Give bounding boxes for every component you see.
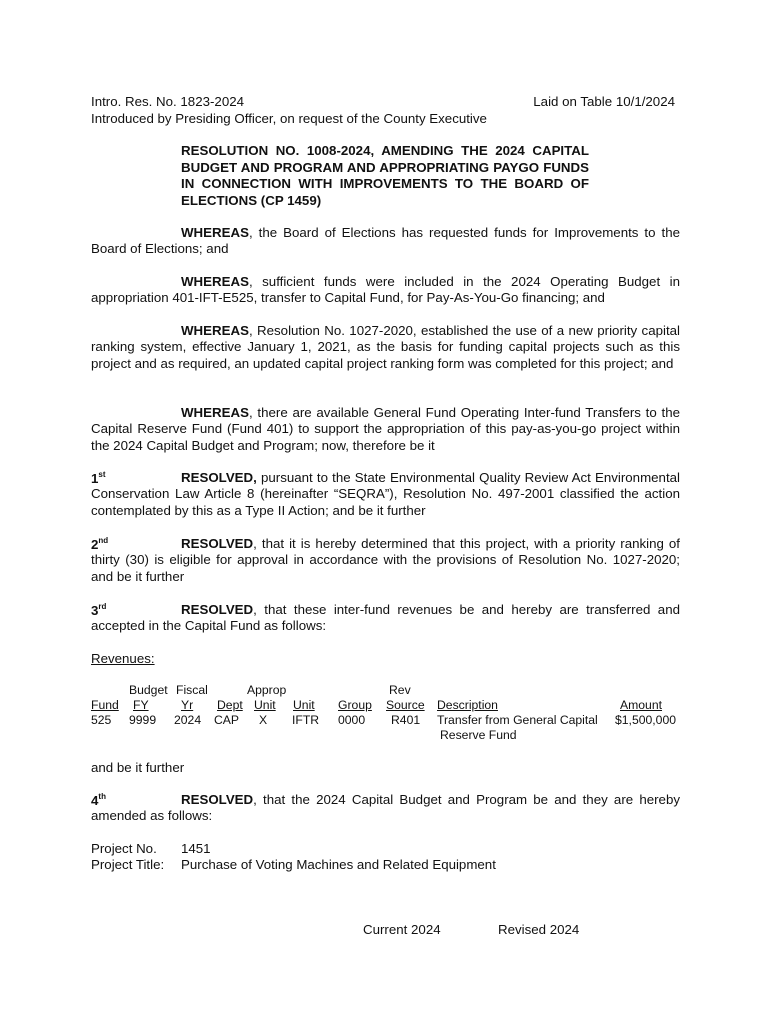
resolved-ordinal-1: 1st: [91, 470, 106, 486]
introduced-by: Introduced by Presiding Officer, on request of the County Executive: [91, 111, 487, 126]
resolved-paragraph-4: [91, 792, 680, 825]
header-source: Source: [386, 698, 425, 712]
resolved-lead: RESOLVED: [181, 536, 254, 551]
project-no-value: 1451: [181, 841, 211, 856]
cell-group: 0000: [338, 713, 366, 727]
cell-description-line-1: Transfer from General Capital: [437, 713, 598, 727]
header-amount: Amount: [620, 698, 663, 712]
resolved-text: , that these inter-fund revenues be and hereby are transferred and accepted in the Capital Fund as follows:: [91, 602, 680, 634]
whereas-lead: WHEREAS: [181, 405, 249, 420]
resolved-lead: RESOLVED,: [181, 470, 257, 485]
header-group: Group: [338, 698, 372, 712]
whereas-paragraph-3: [91, 323, 680, 372]
cell-unit-1: X: [259, 713, 268, 727]
resolved-text: pursuant to the State Environmental Quality Review Act Environmental Conservation Law Article 8 (hereinafter “SEQRA”), Resolution No. 497-2001 classified the action contemplated by this as a Type II Action; and be it further: [91, 470, 680, 518]
whereas-paragraph-2: [91, 274, 680, 307]
header-description: Description: [437, 698, 498, 712]
column-current-2024: Current 2024: [363, 922, 441, 937]
laid-on-table-date: Laid on Table 10/1/2024: [533, 94, 675, 109]
header-approp: Approp: [247, 683, 287, 697]
whereas-paragraph-1: [91, 225, 680, 258]
whereas-text: , there are available General Fund Operating Inter-fund Transfers to the Capital Reserve Fund (Fund 401) to support the appropriation of this pay-as-you-go project within the 2024 Capital Budget and Program; now, therefore be it: [91, 405, 680, 453]
header-fy: FY: [133, 698, 149, 712]
project-no-label: Project No.: [91, 841, 157, 856]
cell-source: R401: [391, 713, 421, 727]
resolved-ordinal-3: 3rd: [91, 602, 107, 618]
header-fund: Fund: [91, 698, 119, 712]
whereas-text: , the Board of Elections has requested funds for Improvements to the Board of Elections; and: [91, 225, 680, 257]
project-title-label: Project Title:: [91, 857, 165, 872]
whereas-lead: WHEREAS: [181, 323, 249, 338]
header-unit-1: Unit: [254, 698, 276, 712]
resolved-paragraph-3: [91, 602, 680, 635]
column-revised-2024: Revised 2024: [498, 922, 580, 937]
header-dept: Dept: [217, 698, 243, 712]
resolved-ordinal-4: 4th: [91, 792, 106, 808]
cell-unit-2: IFTR: [292, 713, 320, 727]
project-title-value: Purchase of Voting Machines and Related Equipment: [181, 857, 496, 872]
header-rev: Rev: [389, 683, 411, 697]
cell-fy: 9999: [129, 713, 157, 727]
header-fiscal: Fiscal: [176, 683, 208, 697]
header-yr: Yr: [181, 698, 194, 712]
resolved-text: , that the 2024 Capital Budget and Program be and they are hereby amended as follows:: [91, 792, 680, 824]
whereas-paragraph-4: [91, 405, 680, 454]
cell-yr: 2024: [174, 713, 202, 727]
header-budget: Budget: [129, 683, 168, 697]
resolved-ordinal-2: 2nd: [91, 536, 109, 552]
cell-description-line-2: Reserve Fund: [440, 728, 517, 742]
cell-fund: 525: [91, 713, 112, 727]
cell-amount: $1,500,000: [615, 713, 676, 727]
revenues-heading: Revenues:: [91, 651, 155, 666]
resolved-lead: RESOLVED: [181, 602, 254, 617]
resolved-paragraph-2: [91, 536, 680, 585]
resolved-lead: RESOLVED: [181, 792, 254, 807]
resolved-text: , that it is hereby determined that this project, with a priority ranking of thirty (30) is eligible for approval in accordance with the provisions of Resolution No. 1027-2020; and be it further: [91, 536, 680, 584]
whereas-lead: WHEREAS: [181, 225, 249, 240]
be-it-further: and be it further: [91, 760, 185, 775]
whereas-text: , Resolution No. 1027-2020, established the use of a new priority capital ranking system, effective January 1, 2021, as the basis for funding capital projects such as this project and as required, an updated capital project ranking form was completed for this project; and: [91, 323, 680, 371]
cell-dept: CAP: [214, 713, 240, 727]
whereas-lead: WHEREAS: [181, 274, 249, 289]
resolved-paragraph-1: [91, 470, 680, 519]
whereas-text: , sufficient funds were included in the 2024 Operating Budget in appropriation 401-IFT-E525, transfer to Capital Fund, for Pay-As-You-Go financing; and: [91, 274, 680, 306]
resolution-title: RESOLUTION NO. 1008-2024, AMENDING THE 2024 CAPITAL BUDGET AND PROGRAM AND APPROPRIATING PAYGO FUNDS IN CONNECTION WITH IMPROVEMENTS TO THE BOARD OF ELECTIONS (CP 1459): [181, 143, 589, 208]
intro-res-number: Intro. Res. No. 1823-2024: [91, 94, 245, 109]
header-unit-2: Unit: [293, 698, 315, 712]
